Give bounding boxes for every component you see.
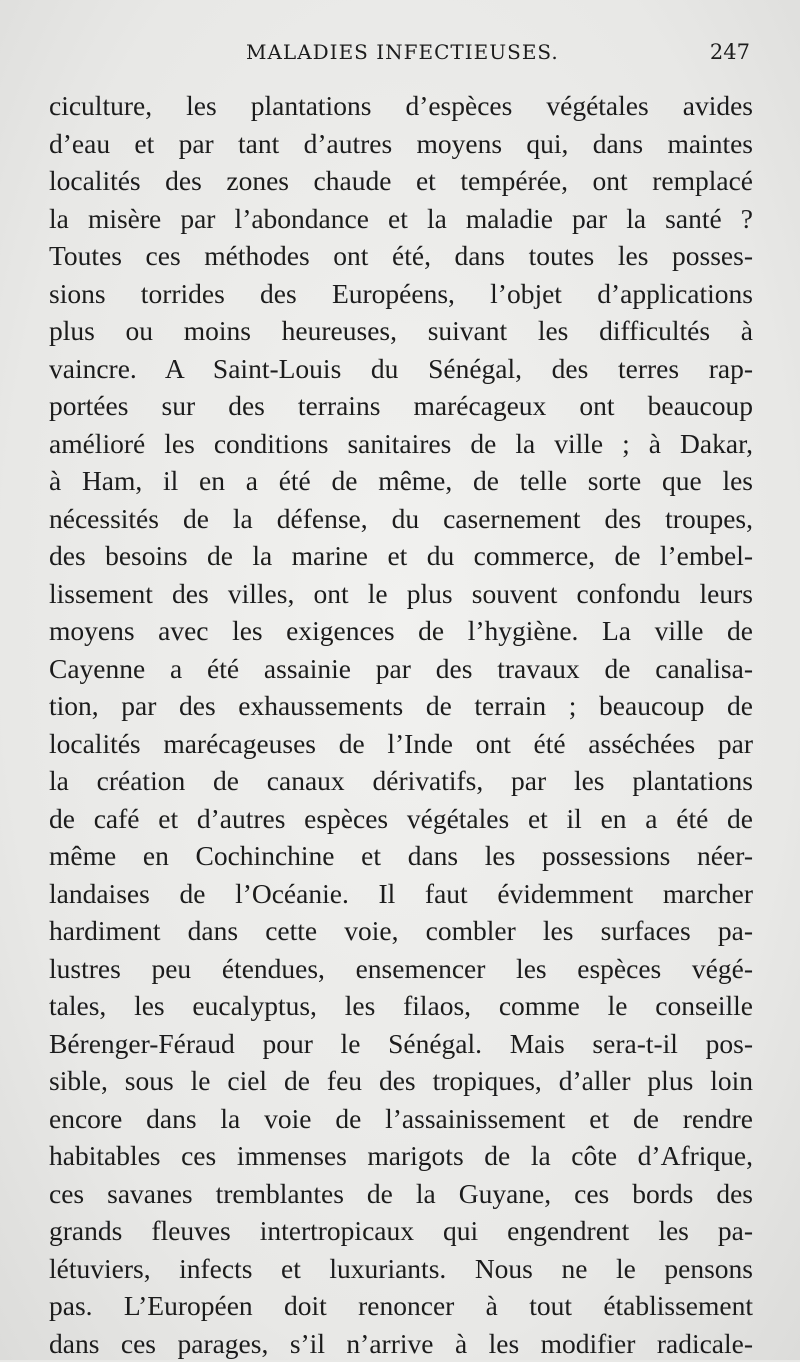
text-line: létuviers, infects et luxuriants. Nous ne le pensons — [49, 1250, 753, 1288]
text-line: localités des zones chaude et tempérée, ont remplacé — [49, 162, 753, 200]
text-line: nécessités de la défense, du casernement des troupes, — [49, 500, 753, 538]
text-line: ces savanes tremblantes de la Guyane, ces bords des — [49, 1175, 753, 1213]
text-line: encore dans la voie de l’assainissement et de rendre — [49, 1100, 753, 1138]
text-line: même en Cochinchine et dans les possessions néer- — [49, 837, 753, 875]
text-line: landaises de l’Océanie. Il faut évidemment marcher — [49, 875, 753, 913]
text-line: des besoins de la marine et du commerce, de l’embel- — [49, 537, 753, 575]
text-line: sible, sous le ciel de feu des tropiques, d’aller plus loin — [49, 1062, 753, 1100]
text-line: portées sur des terrains marécageux ont beaucoup — [49, 387, 753, 425]
text-line: plus ou moins heureuses, suivant les difficultés à — [49, 312, 753, 350]
page-header — [50, 40, 750, 80]
text-line: la misère par l’abondance et la maladie par la santé ? — [49, 200, 753, 238]
body-text — [49, 87, 753, 1362]
text-line: vaincre. A Saint-Louis du Sénégal, des terres rap- — [49, 350, 753, 388]
text-line: habitables ces immenses marigots de la côte d’Afrique, — [49, 1137, 753, 1175]
text-line: Toutes ces méthodes ont été, dans toutes les posses- — [49, 237, 753, 275]
page-number: 247 — [710, 40, 750, 64]
text-line: Bérenger-Féraud pour le Sénégal. Mais sera-t-il pos- — [49, 1025, 753, 1063]
text-line: lustres peu étendues, ensemencer les espèces végé- — [49, 950, 753, 988]
text-line: tion, par des exhaussements de terrain ; beaucoup de — [49, 687, 753, 725]
text-line: localités marécageuses de l’Inde ont été asséchées par — [49, 725, 753, 763]
text-line: la création de canaux dérivatifs, par les plantations — [49, 762, 753, 800]
text-line: moyens avec les exigences de l’hygiène. La ville de — [49, 612, 753, 650]
running-title: MALADIES INFECTIEUSES. — [246, 40, 559, 64]
text-line: amélioré les conditions sanitaires de la ville ; à Dakar, — [49, 425, 753, 463]
text-line: sions torrides des Européens, l’objet d’applications — [49, 275, 753, 313]
text-line: Cayenne a été assainie par des travaux de canalisa- — [49, 650, 753, 688]
text-line: tales, les eucalyptus, les filaos, comme le conseille — [49, 987, 753, 1025]
text-line: dans ces parages, s’il n’arrive à les modifier radicale- — [49, 1325, 753, 1362]
text-line: d’eau et par tant d’autres moyens qui, dans maintes — [49, 125, 753, 163]
text-line: grands fleuves intertropicaux qui engendrent les pa- — [49, 1212, 753, 1250]
text-line: lissement des villes, ont le plus souvent confondu leurs — [49, 575, 753, 613]
text-line: pas. L’Européen doit renoncer à tout établissement — [49, 1287, 753, 1325]
text-line: hardiment dans cette voie, combler les surfaces pa- — [49, 912, 753, 950]
text-line: à Ham, il en a été de même, de telle sorte que les — [49, 462, 753, 500]
text-line: de café et d’autres espèces végétales et il en a été de — [49, 800, 753, 838]
text-line: ciculture, les plantations d’espèces végétales avides — [49, 87, 753, 125]
